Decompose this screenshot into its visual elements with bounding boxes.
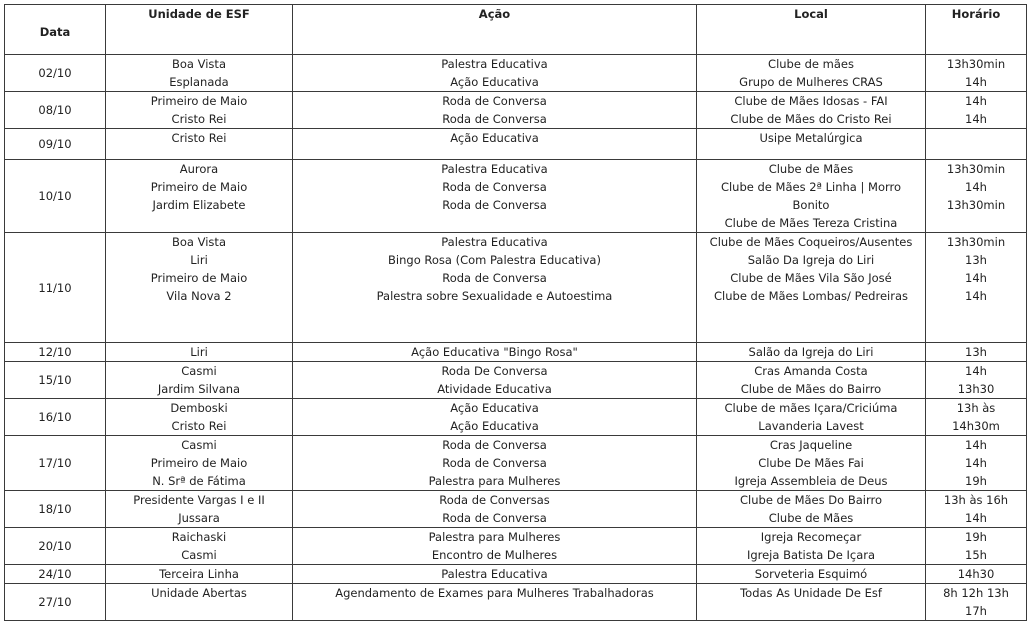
time-cell <box>926 491 1027 528</box>
time-cell <box>926 436 1027 491</box>
unit-line: Jardim Elizabete <box>152 198 246 212</box>
time-cell <box>926 92 1027 129</box>
unit-line: Terceira Linha <box>159 567 239 581</box>
action-line: Ação Educativa <box>450 75 539 89</box>
unit-line: Boa Vista <box>172 235 226 249</box>
place-line: Clube de Mães <box>768 162 854 176</box>
unit-line: Esplanada <box>169 75 229 89</box>
time-line: 14h30 <box>957 567 995 581</box>
action-cell <box>293 129 697 160</box>
place-line: Sorveteria Esquimó <box>754 567 868 581</box>
time-line: 19h <box>965 474 987 488</box>
unit-line: Cristo Rei <box>171 112 227 126</box>
action-line: Roda de Conversa <box>442 456 547 470</box>
unit-cell <box>106 399 293 436</box>
time-cell <box>926 160 1027 233</box>
place-line: Clube de Mães do Cristo Rei <box>730 112 892 126</box>
action-line: Roda de Conversa <box>442 271 547 285</box>
place-cell <box>697 233 926 343</box>
action-cell <box>293 343 697 362</box>
place-line: Clube de Mães 2ª Linha | Morro <box>720 180 902 194</box>
place-cell <box>697 362 926 399</box>
place-cell <box>697 565 926 584</box>
place-line: Clube de mães <box>768 57 854 71</box>
unit-cell <box>106 160 293 233</box>
action-line: Roda de Conversa <box>442 180 547 194</box>
unit-line: Raichaski <box>171 530 227 544</box>
header-place: Local <box>697 5 926 55</box>
place-cell <box>697 491 926 528</box>
unit-line: Casmi <box>181 548 217 562</box>
time-line: 17h <box>965 604 987 618</box>
place-cell <box>697 92 926 129</box>
time-line: 13h às <box>956 401 996 415</box>
action-cell <box>293 55 697 92</box>
place-line: Bonito <box>792 198 830 212</box>
place-cell <box>697 343 926 362</box>
action-line: Palestra para Mulheres <box>428 530 561 544</box>
action-line: Ação Educativa <box>450 131 539 145</box>
place-line: Clube de Mães <box>768 511 854 525</box>
unit-cell <box>106 584 293 621</box>
action-line: Roda de Conversa <box>442 112 547 126</box>
date-cell: 02/10 <box>5 55 106 92</box>
action-line: Encontro de Mulheres <box>431 548 558 562</box>
unit-cell <box>106 129 293 160</box>
time-cell <box>926 233 1027 343</box>
unit-line: Jussara <box>178 511 220 525</box>
unit-cell <box>106 343 293 362</box>
place-cell <box>697 528 926 565</box>
table-row <box>5 233 1027 343</box>
table-row <box>5 528 1027 565</box>
header-row <box>5 5 1027 55</box>
place-line: Clube De Mães Fai <box>758 456 864 470</box>
unit-cell <box>106 491 293 528</box>
time-line: 19h <box>965 530 987 544</box>
date-cell: 08/10 <box>5 92 106 129</box>
time-line: 13h30min <box>946 162 1006 176</box>
header-date: Data <box>5 5 106 55</box>
table-row <box>5 92 1027 129</box>
action-line: Ação Educativa <box>450 419 539 433</box>
unit-line: Cristo Rei <box>171 131 227 145</box>
time-line: 15h <box>965 548 987 562</box>
table-row <box>5 399 1027 436</box>
action-line: Palestra para Mulheres <box>428 474 561 488</box>
unit-line: Casmi <box>181 438 217 452</box>
date-cell: 20/10 <box>5 528 106 565</box>
unit-cell <box>106 92 293 129</box>
place-line: Igreja Assembleia de Deus <box>734 474 888 488</box>
action-cell <box>293 92 697 129</box>
time-cell <box>926 55 1027 92</box>
unit-line: Unidade Abertas <box>151 586 247 600</box>
action-line: Palestra Educativa <box>441 567 548 581</box>
place-line: Clube de Mães Do Bairro <box>740 493 882 507</box>
place-line: Clube de Mães Vila São José <box>730 271 892 285</box>
action-cell <box>293 565 697 584</box>
action-line: Roda de Conversa <box>442 511 547 525</box>
place-cell <box>697 55 926 92</box>
table-row <box>5 160 1027 233</box>
unit-line: Vila Nova 2 <box>166 289 232 303</box>
date-cell: 16/10 <box>5 399 106 436</box>
unit-line: N. Srª de Fátima <box>152 474 246 488</box>
unit-cell <box>106 362 293 399</box>
unit-line: Liri <box>190 253 208 267</box>
unit-cell <box>106 436 293 491</box>
time-line: 13h <box>965 345 987 359</box>
action-line: Ação Educativa <box>450 401 539 415</box>
action-line: Bingo Rosa (Com Palestra Educativa) <box>388 253 601 267</box>
date-cell: 18/10 <box>5 491 106 528</box>
table-row <box>5 362 1027 399</box>
place-line: Igreja Recomeçar <box>760 530 862 544</box>
place-line: Clube de Mães Coqueiros/Ausentes <box>709 235 913 249</box>
time-line: 14h <box>965 75 987 89</box>
date-cell: 15/10 <box>5 362 106 399</box>
time-line: 14h <box>965 456 987 470</box>
time-line: 14h30m <box>952 419 1000 433</box>
date-cell: 10/10 <box>5 160 106 233</box>
unit-line: Jardim Silvana <box>157 382 241 396</box>
unit-line: Demboski <box>170 401 228 415</box>
time-line: 8h 12h 13h <box>943 586 1009 600</box>
place-line: Lavanderia Lavest <box>758 419 864 433</box>
time-line: 14h <box>965 364 987 378</box>
unit-cell <box>106 528 293 565</box>
place-line: Cras Amanda Costa <box>754 364 868 378</box>
place-line: Cras Jaqueline <box>769 438 853 452</box>
action-cell <box>293 362 697 399</box>
action-cell <box>293 233 697 343</box>
header-time: Horário <box>926 5 1027 55</box>
time-line: 14h <box>965 511 987 525</box>
time-line: 14h <box>965 438 987 452</box>
action-line: Palestra Educativa <box>441 57 548 71</box>
date-cell: 24/10 <box>5 565 106 584</box>
date-cell: 12/10 <box>5 343 106 362</box>
unit-line: Primeiro de Maio <box>150 456 248 470</box>
table-row <box>5 343 1027 362</box>
table-row <box>5 584 1027 621</box>
time-line: 14h <box>965 271 987 285</box>
unit-cell <box>106 233 293 343</box>
action-line: Palestra sobre Sexualidade e Autoestima <box>376 289 613 303</box>
time-cell <box>926 399 1027 436</box>
unit-line: Primeiro de Maio <box>150 180 248 194</box>
unit-line: Primeiro de Maio <box>150 271 248 285</box>
action-line: Roda de Conversas <box>439 493 550 507</box>
unit-cell <box>106 565 293 584</box>
place-cell <box>697 436 926 491</box>
place-cell <box>697 399 926 436</box>
place-line: Grupo de Mulheres CRAS <box>739 75 883 89</box>
place-cell <box>697 584 926 621</box>
table-row <box>5 129 1027 160</box>
place-line: Todas As Unidade De Esf <box>740 586 882 600</box>
action-line: Agendamento de Exames para Mulheres Trabalhadoras <box>335 586 654 600</box>
action-cell <box>293 399 697 436</box>
unit-line: Presidente Vargas I e II <box>133 493 265 507</box>
action-line: Roda De Conversa <box>441 364 548 378</box>
unit-line: Primeiro de Maio <box>150 94 248 108</box>
time-line: 13h <box>965 253 987 267</box>
action-line: Roda de Conversa <box>442 94 547 108</box>
table-row <box>5 55 1027 92</box>
table-row <box>5 436 1027 491</box>
action-line: Roda de Conversa <box>442 198 547 212</box>
time-line: 14h <box>965 289 987 303</box>
time-line: 14h <box>965 112 987 126</box>
table-body <box>5 55 1027 621</box>
place-line: Clube de mães Içara/Criciúma <box>724 401 898 415</box>
place-line: Clube de Mães do Bairro <box>740 382 882 396</box>
action-line: Roda de Conversa <box>442 438 547 452</box>
time-line: 13h30 <box>957 382 995 396</box>
place-line: Salão Da Igreja do Liri <box>747 253 875 267</box>
action-line: Palestra Educativa <box>441 235 548 249</box>
date-cell: 27/10 <box>5 584 106 621</box>
time-cell <box>926 343 1027 362</box>
header-action: Ação <box>293 5 697 55</box>
time-line: 13h30min <box>946 57 1006 71</box>
unit-line: Boa Vista <box>172 57 226 71</box>
table-row <box>5 491 1027 528</box>
date-cell: 17/10 <box>5 436 106 491</box>
date-cell: 09/10 <box>5 129 106 160</box>
place-line: Salão da Igreja do Liri <box>748 345 874 359</box>
time-line: 13h30min <box>946 235 1006 249</box>
time-line: 14h <box>965 180 987 194</box>
action-line: Palestra Educativa <box>441 162 548 176</box>
unit-line: Liri <box>190 345 208 359</box>
place-line: Igreja Batista De Içara <box>746 548 876 562</box>
unit-line: Aurora <box>179 162 219 176</box>
unit-cell <box>106 55 293 92</box>
place-cell <box>697 129 926 160</box>
table-row <box>5 565 1027 584</box>
place-line: Clube de Mães Lombas/ Pedreiras <box>714 289 908 303</box>
unit-line: Cristo Rei <box>171 419 227 433</box>
header-unit: Unidade de ESF <box>106 5 293 55</box>
time-cell <box>926 362 1027 399</box>
place-cell <box>697 160 926 233</box>
time-cell <box>926 129 1027 160</box>
time-line: 13h30min <box>946 198 1006 212</box>
action-line: Atividade Educativa <box>437 382 552 396</box>
unit-line: Casmi <box>181 364 217 378</box>
place-line: Clube de Mães Idosas - FAI <box>734 94 888 108</box>
date-cell: 11/10 <box>5 233 106 343</box>
action-cell <box>293 160 697 233</box>
action-cell <box>293 584 697 621</box>
place-line: Clube de Mães Tereza Cristina <box>724 216 898 230</box>
schedule-table <box>4 4 1027 621</box>
time-cell <box>926 528 1027 565</box>
time-line: 13h às 16h <box>943 493 1009 507</box>
time-cell <box>926 584 1027 621</box>
action-cell <box>293 491 697 528</box>
action-line: Ação Educativa "Bingo Rosa" <box>411 345 578 359</box>
time-cell <box>926 565 1027 584</box>
action-cell <box>293 436 697 491</box>
place-line: Usipe Metalúrgica <box>759 131 863 145</box>
time-line: 14h <box>965 94 987 108</box>
action-cell <box>293 528 697 565</box>
